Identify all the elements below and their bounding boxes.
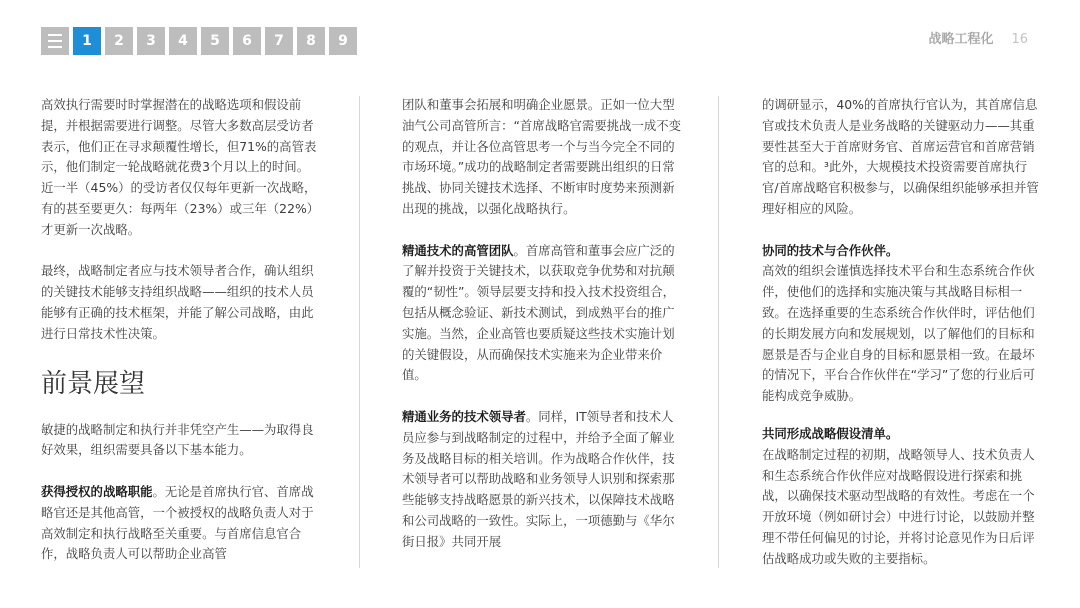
paragraph: 高效执行需要时时掌握潜在的战略选项和假设前提，并根据需要进行调整。尽管大多数高层受访者表示，他们正在寻求颠覆性增长，但71%的高管表示，他们制定一轮战略就花费3个月以上的时间。近一半（45%）的受访者仅仅每年更新一次战略，有的甚至要更久：每两年（23%）或三年（22%）才更新一次战略。 <box>41 97 317 237</box>
paragraph: 的调研显示，40%的首席执行官认为，其首席信息官或技术负责人是业务战略的关键驱动力——其重要性甚至大于首席财务官、首席运营官和首席营销官的总和。³此外，大规模技术投资需要首席执行官/首席战略官积极参与，以确保组织能够承担并管理好相应的风险。 <box>762 97 1039 216</box>
section <box>762 241 1042 407</box>
paragraph-body: 。无论是首席执行官、首席战略官还是其他高管，一个被授权的战略负责人对于高效制定和执行战略至关重要。与首席信息官合作，战略负责人可以帮助企业高管 <box>41 483 314 562</box>
nav-page-5[interactable]: 5 <box>201 27 229 55</box>
nav-page-6[interactable]: 6 <box>233 27 261 55</box>
paragraph: 敏捷的战略制定和执行并非凭空产生——为取得良好效果，组织需要具备以下基本能力。 <box>41 421 314 458</box>
nav-page-3[interactable]: 3 <box>137 27 165 55</box>
paragraph-lead: 精通业务的技术领导者 <box>402 408 526 424</box>
nav-page-1[interactable]: 1 <box>73 27 101 55</box>
paragraph: 团队和董事会拓展和明确企业愿景。正如一位大型油气公司高管所言：“首席战略官需要挑战一成不变的观点，并让各位高管思考一个与当今完全不同的市场环境。”成功的战略制定者需要跳出组织的日常挑战、协同关键技术选择、不断审时度势来预测新出现的挑战，以强化战略执行。 <box>402 97 682 216</box>
subsection-heading: 共同形成战略假设清单。 <box>762 425 899 441</box>
nav-page-4[interactable]: 4 <box>169 27 197 55</box>
paragraph-lead: 精通技术的高管团队 <box>402 242 514 258</box>
subsection-heading: 协同的技术与合作伙伴。 <box>762 242 899 258</box>
nav-page-8[interactable]: 8 <box>297 27 325 55</box>
page-header <box>928 28 1028 47</box>
page-number: 16 <box>1011 32 1028 47</box>
menu-icon[interactable] <box>41 27 69 55</box>
column-divider <box>359 96 360 568</box>
paragraph <box>402 407 684 553</box>
paragraph: 最终，战略制定者应与技术领导者合作，确认组织的关键技术能够支持组织战略——组织的技术人员能够有正确的技术框架，并能了解公司战略，由此进行日常技术性决策。 <box>41 263 314 341</box>
paragraph-body: 。同样，IT领导者和技术人员应参与到战略制定的过程中，并给予全面了解业务及战略目标的相关培训。作为战略合作伙伴，技术领导者可以帮助战略和业务领导人识别和探索那些能够支持战略愿景的新兴技术，以保障技术战略和公司战略的一致性。实际上，一项德勤与《华尔街日报》共同开展 <box>402 408 675 549</box>
page-navigation <box>41 27 357 55</box>
text-column-2 <box>402 95 684 573</box>
text-column-1 <box>41 95 317 586</box>
nav-page-2[interactable]: 2 <box>105 27 133 55</box>
paragraph: 在战略制定过程的初期，战略领导人、技术负责人和生态系统合作伙伴应对战略假设进行探索和挑战，以确保技术驱动型战略的有效性。考虑在一个开放环境（例如研讨会）中进行讨论，以鼓励并整理不带任何偏见的讨论，并将讨论意见作为日后评估战略成功或失败的主要指标。 <box>762 446 1035 566</box>
nav-page-7[interactable]: 7 <box>265 27 293 55</box>
paragraph-lead: 获得授权的战略职能 <box>41 483 153 499</box>
report-title: 战略工程化 <box>928 32 994 47</box>
paragraph: 高效的组织会谨慎选择技术平台和生态系统合作伙伴，使他们的选择和实施决策与其战略目标相一致。在选择重要的生态系统合作伙伴时，评估他们的长期发展方向和发展规划，以了解他们的目标和愿景是否与企业自身的目标和愿景相一致。在最坏的情况下，平台合作伙伴在“学习”了您的行业后可能构成竞争威胁。 <box>762 263 1036 404</box>
nav-page-9[interactable]: 9 <box>329 27 357 55</box>
section-heading: 前景展望 <box>41 368 146 399</box>
paragraph <box>41 482 317 565</box>
paragraph-body: 。首席高管和董事会应广泛的了解并投资于关键技术，以获取竞争优势和对抗颠覆的“韧性”。领导层要支持和投入技术投资组合，包括从概念验证、新技术测试，到成熟平台的推广实施。当然，企业高管也要质疑这些技术实施计划的关键假设，从而确保技术实施来为企业带来价值。 <box>402 242 676 383</box>
paragraph <box>402 241 684 387</box>
section <box>762 424 1042 570</box>
column-divider <box>718 96 719 568</box>
text-column-3 <box>762 95 1042 587</box>
